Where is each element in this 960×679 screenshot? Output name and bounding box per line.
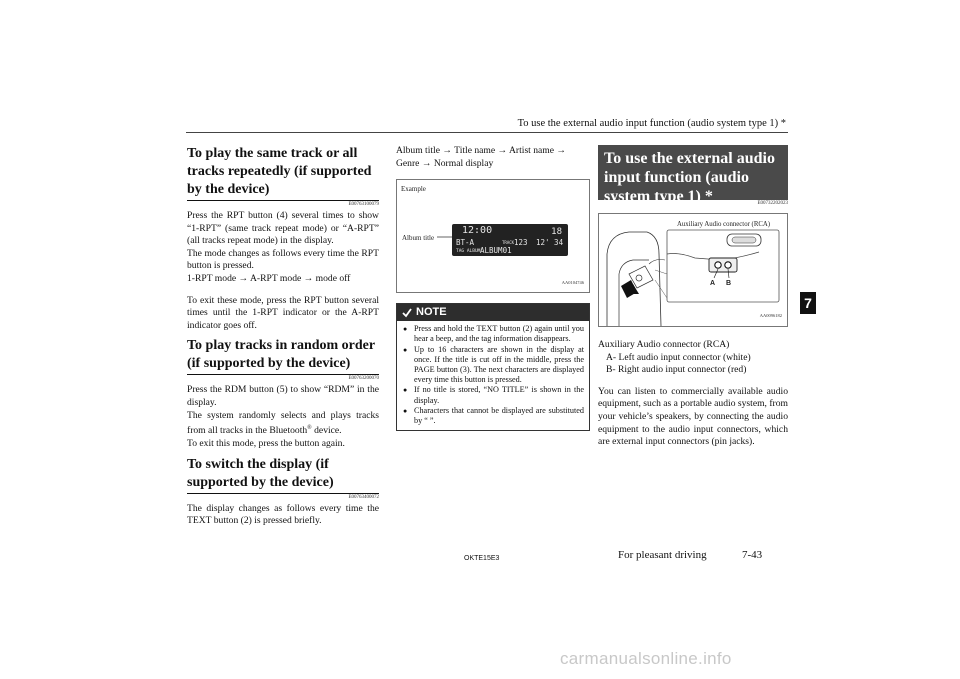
- tag-label: TAG ALBUM: [456, 249, 481, 255]
- track-readout: 123: [514, 238, 528, 248]
- paragraph: To exit this mode, press the button again.: [187, 437, 345, 449]
- paragraph: Press the RPT button (4) several times to show “1-RPT” (same track repeat mode) or “A-RPT” (all tracks repeat mode) in the display.: [187, 210, 379, 247]
- note-header: [397, 304, 589, 321]
- column-left: [187, 145, 379, 528]
- paragraph: The display changes as follows every time the TEXT button (2) is pressed briefly.: [187, 502, 379, 527]
- section-title-display: To switch the display (if supported by the device): [187, 456, 334, 490]
- connector-item-b: B- Right audio input connector (red): [606, 364, 747, 376]
- clock-readout: 12:00: [462, 225, 493, 237]
- note-box: [396, 303, 590, 431]
- footer-code: OKTE15E3: [464, 555, 500, 562]
- connector-title: Auxiliary Audio connector (RCA): [598, 339, 730, 350]
- paragraph: You can listen to commercially available audio equipment, such as a portable audio system, from your vehicle’s speakers, by connecting the audio equipment to the audio input connectors, which are external input connectors (pin jacks).: [598, 385, 788, 448]
- watermark: carmanualsonline.info: [560, 649, 732, 668]
- section-code: E00732202023: [757, 201, 788, 206]
- footer-section: For pleasant driving: [618, 549, 707, 561]
- callout-b: B: [726, 280, 732, 287]
- figure-code: AA0096182: [759, 313, 782, 319]
- audio-display: [452, 224, 568, 256]
- volume-readout: 18: [551, 227, 562, 238]
- figure-title: Auxiliary Audio connector (RCA): [677, 221, 771, 228]
- paragraph: The system randomly selects and plays tracks from all tracks in the Bluetooth® device.: [187, 409, 379, 437]
- section-banner: To use the external audio input function (audio system type 1) *: [598, 145, 788, 200]
- section-title-random: To play tracks in random order (if supported by the device): [187, 338, 375, 372]
- note-item: ● Characters that cannot be displayed are substituted by “ ”.: [402, 406, 584, 426]
- section-code: E00763200070: [348, 376, 379, 382]
- note-title: NOTE: [416, 306, 447, 319]
- callout-label: Album title: [402, 234, 435, 243]
- chapter-tab: 7: [800, 292, 816, 314]
- aux-connector-figure: [598, 213, 788, 327]
- page-number: 7-43: [742, 549, 763, 561]
- note-item: ● Press and hold the TEXT button (2) again until you hear a beep, and the tag information disappears.: [402, 324, 584, 344]
- note-list: [397, 321, 589, 430]
- check-icon: [402, 308, 412, 318]
- album-readout: ALBUM01: [480, 246, 512, 256]
- paragraph: 1-RPT mode → A-RPT mode → mode off: [187, 272, 351, 284]
- column-middle: [396, 145, 590, 431]
- time-readout: 12' 34: [536, 238, 564, 248]
- display-example-figure: [396, 179, 590, 293]
- callout-a: A: [710, 280, 716, 287]
- example-label: Example: [401, 185, 426, 194]
- section-title-repeat: To play the same track or all tracks repeatedly (if supported by the device): [187, 146, 372, 197]
- mode-readout: BT-A: [456, 238, 475, 248]
- running-header: To use the external audio input function (audio system type 1) *: [517, 118, 786, 129]
- note-item: ● Up to 16 characters are shown in the display at once. If the title is cut off in the middle, press the PAGE button (3). The next characters are displayed every time this button is pressed.: [402, 345, 584, 386]
- display-sequence: Album title → Title name → Artist name → Genre → Normal display: [396, 145, 567, 169]
- paragraph: The mode changes as follows every time the RPT button is pressed.: [187, 247, 379, 272]
- track-label: TRACK: [502, 240, 515, 246]
- figure-code: AA0104746: [561, 279, 584, 285]
- paragraph: Press the RDM button (5) to show “RDM” in the display.: [187, 384, 379, 408]
- note-item: ● If no title is stored, “NO TITLE” is shown in the display.: [402, 385, 584, 405]
- header-rule: [186, 132, 788, 133]
- connector-item-a: A- Left audio input connector (white): [606, 351, 751, 363]
- section-code: E00763100079: [348, 202, 379, 207]
- section-code: E00763400072: [348, 494, 379, 500]
- column-right: [598, 145, 788, 449]
- paragraph: To exit these mode, press the RPT button several times until the 1-RPT indicator or the A-RPT indicator goes off.: [187, 294, 379, 331]
